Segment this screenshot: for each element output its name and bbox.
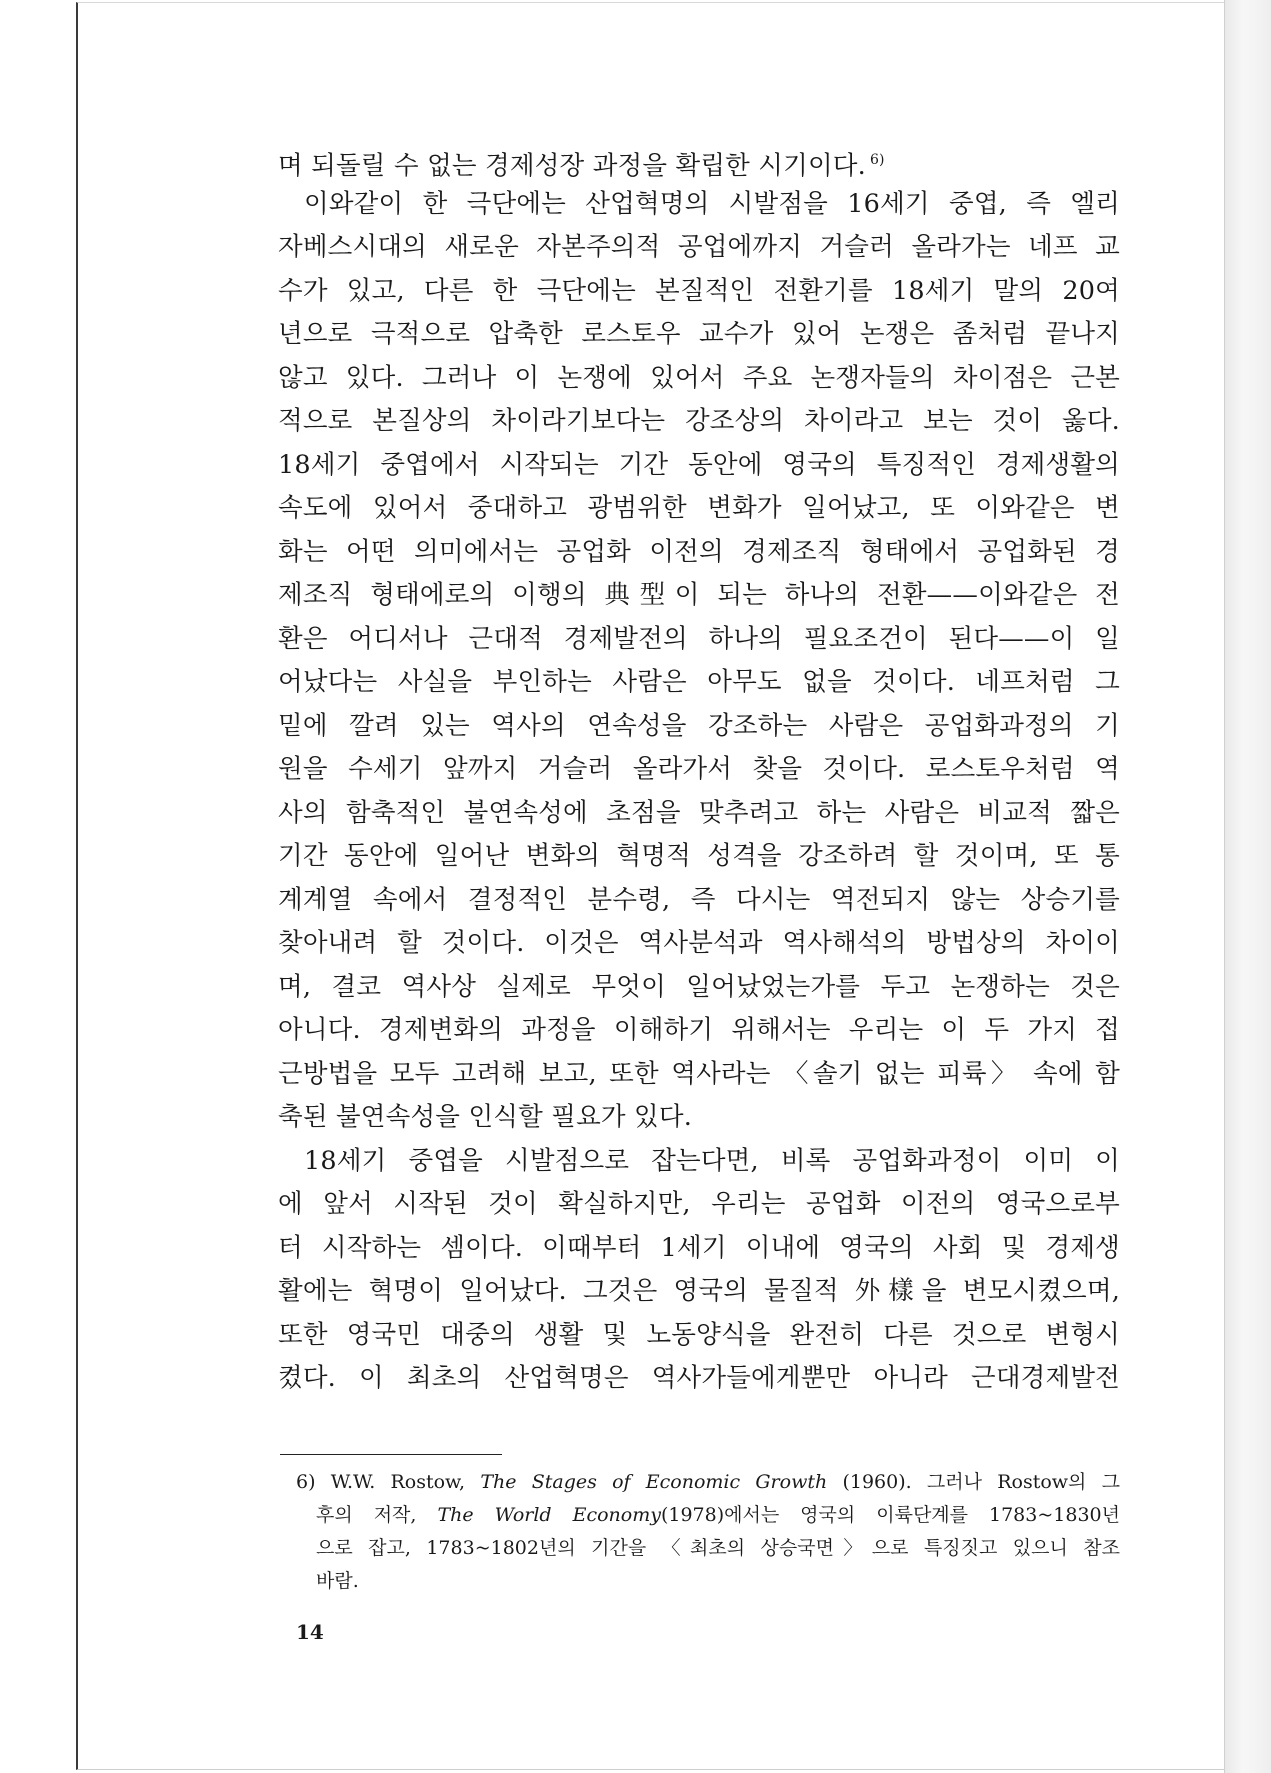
text-line: 켰다. 이 최초의 산업혁명은 역사가들에게뿐만 아니라 근대경제발전 bbox=[278, 1363, 1120, 1393]
text-line: 찾아내려 할 것이다. 이것은 역사분석과 역사해석의 방법상의 차이이 bbox=[278, 928, 1120, 958]
text-line: 원을 수세기 앞까지 거슬러 올라가서 찾을 것이다. 로스토우처럼 역 bbox=[278, 754, 1120, 784]
footnote-line: 후의 저작, The World Economy(1978)에서는 영국의 이륙단계를 1783~1830년 bbox=[316, 1504, 1120, 1526]
book-title: The World Economy bbox=[437, 1504, 661, 1526]
footnote-divider bbox=[280, 1454, 502, 1455]
footnote-number: 6) bbox=[296, 1471, 316, 1493]
text-line: 제조직 형태에로의 이행의 典型이 되는 하나의 전환——이와같은 전 bbox=[278, 580, 1120, 610]
text-line: 계계열 속에서 결정적인 분수령, 즉 다시는 역전되지 않는 상승기를 bbox=[278, 884, 1120, 915]
text-line: 자베스시대의 새로운 자본주의적 공업에까지 거슬러 올라가는 네프 교 bbox=[278, 232, 1120, 262]
text-line: 적으로 본질상의 차이라기보다는 강조상의 차이라고 보는 것이 옳다. bbox=[278, 406, 1120, 436]
text-line: 년으로 극적으로 압축한 로스토우 교수가 있어 논쟁은 좀처럼 끝나지 bbox=[278, 319, 1120, 349]
body-text bbox=[278, 139, 1120, 1401]
footnote-line: 6) W.W. Rostow, The Stages of Economic Growth (1960). 그러나 Rostow의 그 bbox=[296, 1471, 1120, 1493]
text-line: 화는 어떤 의미에서는 공업화 이전의 경제조직 형태에서 공업화된 경 bbox=[278, 536, 1120, 567]
text-line: 이와같이 한 극단에는 산업혁명의 시발점을 16세기 중엽, 즉 엘리 bbox=[304, 188, 1120, 219]
book-title: The Stages of Economic Growth bbox=[480, 1471, 828, 1493]
text-line: 기간 동안에 일어난 변화의 혁명적 성격을 강조하려 할 것이며, 또 통 bbox=[278, 841, 1120, 871]
footnote-reference: 6) bbox=[869, 152, 885, 168]
footnote-line: 바람. bbox=[316, 1570, 359, 1592]
text-line: 환은 어디서나 근대적 경제발전의 하나의 필요조건이 된다——이 일 bbox=[278, 623, 1120, 654]
footnote-line: 으로 잡고, 1783~1802년의 기간을 〈최초의 상승국면〉으로 특징짓고 있으니 참조 bbox=[316, 1537, 1120, 1559]
page-edge bbox=[1224, 0, 1271, 1773]
text-line: 속도에 있어서 중대하고 광범위한 변화가 일어났고, 또 이와같은 변 bbox=[278, 493, 1120, 523]
text-line: 밑에 깔려 있는 역사의 연속성을 강조하는 사람은 공업화과정의 기 bbox=[278, 710, 1120, 741]
text-line: 에 앞서 시작된 것이 확실하지만, 우리는 공업화 이전의 영국으로부 bbox=[278, 1189, 1120, 1219]
text-line: 활에는 혁명이 일어났다. 그것은 영국의 물질적 外樣을 변모시켰으며, bbox=[278, 1276, 1120, 1306]
text-line: 18세기 중엽에서 시작되는 기간 동안에 영국의 특징적인 경제생활의 bbox=[278, 449, 1120, 480]
text-line: 근방법을 모두 고려해 보고, 또한 역사라는 〈솔기 없는 피륙〉 속에 함 bbox=[278, 1058, 1120, 1089]
text-line: 터 시작하는 셈이다. 이때부터 1세기 이내에 영국의 사회 및 경제생 bbox=[278, 1232, 1120, 1263]
text-line: 사의 함축적인 불연속성에 초점을 맞추려고 하는 사람은 비교적 짧은 bbox=[278, 797, 1120, 828]
footnote bbox=[296, 1466, 1120, 1598]
text-line: 수가 있고, 다른 한 극단에는 본질적인 전환기를 18세기 말의 20여 bbox=[278, 275, 1120, 306]
text-line: 아니다. 경제변화의 과정을 이해하기 위해서는 우리는 이 두 가지 접 bbox=[278, 1015, 1120, 1045]
page-number: 14 bbox=[296, 1620, 324, 1644]
text-line: 며 되돌릴 수 없는 경제성장 과정을 확립한 시기이다. $^{6)}$ bbox=[278, 151, 885, 181]
text-line: 축된 불연속성을 인식할 필요가 있다. bbox=[278, 1102, 693, 1132]
text-line: 18세기 중엽을 시발점으로 잡는다면, 비록 공업화과정이 이미 이 bbox=[304, 1145, 1120, 1176]
text-line: 어났다는 사실을 부인하는 사람은 아무도 없을 것이다. 네프처럼 그 bbox=[278, 667, 1120, 697]
text-line: 며, 결코 역사상 실제로 무엇이 일어났었는가를 두고 논쟁하는 것은 bbox=[278, 971, 1120, 1002]
text-line: 않고 있다. 그러나 이 논쟁에 있어서 주요 논쟁자들의 차이점은 근본 bbox=[278, 362, 1120, 393]
text-line: 또한 영국민 대중의 생활 및 노동양식을 완전히 다른 것으로 변형시 bbox=[278, 1319, 1120, 1350]
